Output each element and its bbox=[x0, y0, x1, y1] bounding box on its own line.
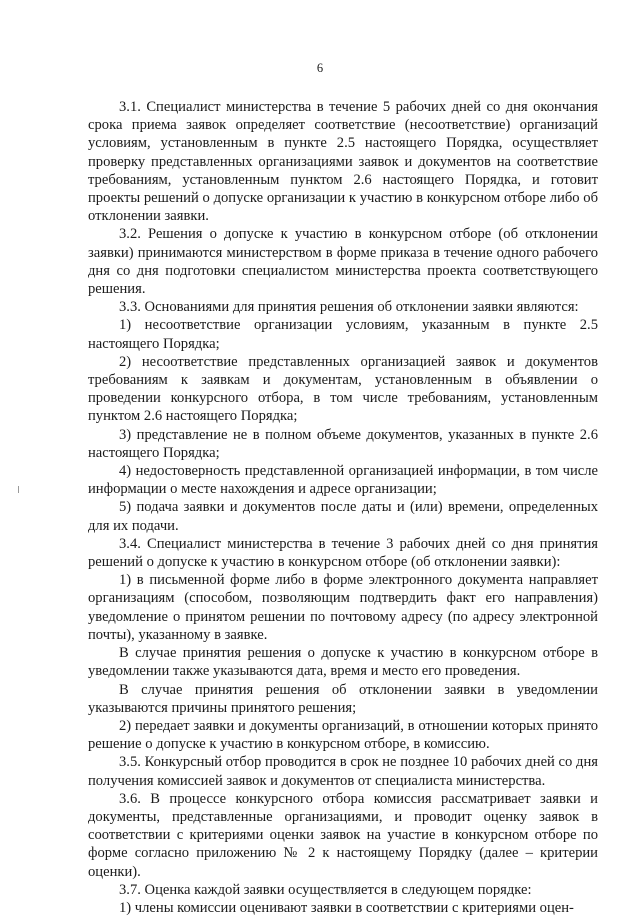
paragraph-3-6: 3.6. В процессе конкурсного отбора комиссия рассматривает заявки и документы, представленные организациями, и проводит оценку заявок в соответствии с критериями оценки заявок на участие в конкурсном отборе по форме согласно приложению № 2 к настоящему Порядку (далее – критерии оценки). bbox=[88, 790, 598, 880]
list-item-3-4-1: 1) в письменной форме либо в форме электронного документа направляет организациям (способом, позволяющим подтвердить факт его направления) уведомление о принятом решении по почтовому адресу (по адресу электронной почты), указанному в заявке. bbox=[88, 572, 598, 643]
paragraph-3-4: 3.4. Специалист министерства в течение 3 рабочих дней со дня принятия решений о допуске к участию в конкурсном отборе (об отклонении заявки): bbox=[88, 535, 598, 571]
list-item-3-3-2: 2) несоответствие представленных организацией заявок и документов требованиям к заявкам и документам, установленным в объявлении о проведении конкурсного отбора, в том числе требованиям, установленным пунктом 2.6 настоящего Порядка; bbox=[88, 353, 598, 425]
document-body bbox=[88, 98, 598, 917]
paragraph-3-5: 3.5. Конкурсный отбор проводится в срок не позднее 10 рабочих дней со дня получения комиссией заявок и документов от специалиста министерства. bbox=[88, 754, 598, 789]
scan-mark bbox=[18, 486, 19, 493]
list-item-3-3-5: 5) подача заявки и документов после даты и (или) времени, определенных для их подачи. bbox=[88, 499, 598, 534]
list-item-3-3-1: 1) несоответствие организации условиям, указанным в пункте 2.5 настоящего Порядка; bbox=[88, 317, 598, 352]
paragraph-3-2: 3.2. Решения о допуске к участию в конкурсном отборе (об отклонении заявки) принимаются министерством в форме приказа в течение одного рабочего дня со дня подготовки специалистом министерства проекта соответствующего решения. bbox=[88, 226, 598, 298]
paragraph-3-3: 3.3. Основаниями для принятия решения об отклонении заявки являются: bbox=[119, 299, 579, 316]
list-item-3-7-1: 1) члены комиссии оценивают заявки в соответствии с критериями оцен- bbox=[119, 899, 574, 916]
paragraph-admission-notice: В случае принятия решения о допуске к участию в конкурсном отборе в уведомлении также указываются дата, время и место его проведения. bbox=[88, 645, 598, 680]
list-item-3-4-2: 2) передает заявки и документы организаций, в отношении которых принято решение о допуске к участию в конкурсном отборе, в комиссию. bbox=[88, 717, 598, 753]
paragraph-3-1: 3.1. Специалист министерства в течение 5 рабочих дней со дня окончания срока приема заявок определяет соответствие (несоответствие) организаций условиям, установленным в пункте 2.5 настоящего Порядка, осуществляет проверку представленных организациями заявок и документов на соответствие требованиям, установленным пунктом 2.6 настоящего Порядка, и готовит проекты решений о допуске организации к участию в конкурсном отборе либо об отклонении заявки. bbox=[88, 99, 598, 225]
page-number: 6 bbox=[316, 61, 324, 75]
list-item-3-3-4: 4) недостоверность представленной организацией информации, в том числе информации о месте нахождения и адресе организации; bbox=[88, 463, 598, 498]
paragraph-rejection-notice: В случае принятия решения об отклонении заявки в уведомлении указываются причины принятого решения; bbox=[88, 681, 598, 716]
list-item-3-3-3: 3) представление не в полном объеме документов, указанных в пункте 2.6 настоящего Порядка; bbox=[88, 426, 598, 461]
paragraph-3-7: 3.7. Оценка каждой заявки осуществляется в следующем порядке: bbox=[119, 881, 532, 898]
